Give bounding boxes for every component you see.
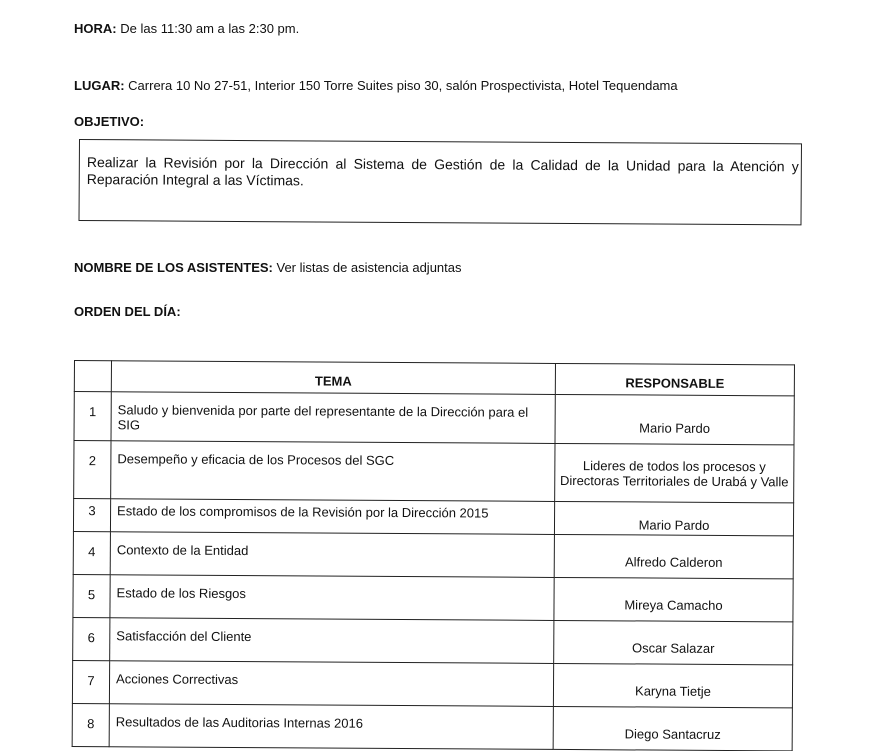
row-tema: Resultados de las Auditorias Internas 2016 [109, 704, 553, 750]
row-num: 3 [73, 499, 110, 532]
row-responsable: Oscar Salazar [554, 620, 793, 664]
header-responsable: RESPONSABLE [555, 363, 794, 395]
table-row [73, 499, 793, 536]
table-row [73, 531, 793, 578]
orden-table [72, 360, 795, 751]
row-responsable: Lideres de todos los procesos y Directoras Territoriales de Urabá y Valle [555, 443, 794, 502]
row-num: 8 [72, 703, 109, 746]
row-tema: Estado de los Riesgos [110, 575, 554, 621]
row-tema: Estado de los compromisos de la Revisión por la Dirección 2015 [110, 499, 554, 535]
asistentes-line [74, 260, 462, 275]
row-responsable: Mireya Camacho [554, 577, 793, 621]
objetivo-text: Realizar la Revisión por la Dirección al Sistema de Gestión de la Calidad de la Unidad para la Atención y Reparación Integral a las Víctimas. [86, 154, 799, 189]
row-num: 1 [74, 392, 111, 441]
table-row [73, 617, 793, 664]
row-tema: Saludo y bienvenida por parte del representante de la Dirección para el SIG [111, 392, 555, 444]
header-num [74, 361, 111, 392]
row-responsable: Mario Pardo [554, 501, 793, 535]
row-responsable: Mario Pardo [555, 394, 794, 444]
table-header-row [74, 361, 794, 396]
header-tema: TEMA [111, 361, 555, 395]
asistentes-value: Ver listas de asistencia adjuntas [276, 260, 462, 275]
table-row [74, 392, 794, 445]
row-responsable: Diego Santacruz [553, 706, 792, 750]
row-responsable: Karyna Tietje [553, 663, 792, 707]
hora-line [74, 21, 299, 36]
row-num: 5 [73, 574, 110, 617]
table-row [74, 441, 794, 503]
row-tema: Satisfacción del Cliente [110, 618, 554, 664]
row-num: 7 [72, 660, 109, 703]
objetivo-box [78, 139, 801, 225]
row-num: 2 [74, 441, 111, 499]
row-num: 4 [73, 531, 110, 574]
hora-label: HORA: [74, 21, 117, 36]
row-tema: Acciones Correctivas [109, 661, 553, 707]
lugar-label: LUGAR: [74, 78, 125, 93]
objetivo-label: OBJETIVO: [74, 114, 145, 129]
table-row [72, 703, 792, 750]
row-num: 6 [73, 617, 110, 660]
row-tema: Contexto de la Entidad [110, 532, 554, 578]
orden-label: ORDEN DEL DÍA: [74, 304, 181, 319]
row-tema: Desempeño y eficacia de los Procesos del SGC [111, 441, 555, 502]
hora-value: De las 11:30 am a las 2:30 pm. [120, 21, 300, 36]
table-row [72, 660, 792, 707]
lugar-value: Carrera 10 No 27-51, Interior 150 Torre Suites piso 30, salón Prospectivista, Hotel Tequendama [128, 78, 678, 93]
asistentes-label: NOMBRE DE LOS ASISTENTES: [74, 260, 273, 275]
table-row [73, 574, 793, 621]
lugar-line [74, 78, 678, 93]
row-responsable: Alfredo Calderon [554, 534, 793, 578]
